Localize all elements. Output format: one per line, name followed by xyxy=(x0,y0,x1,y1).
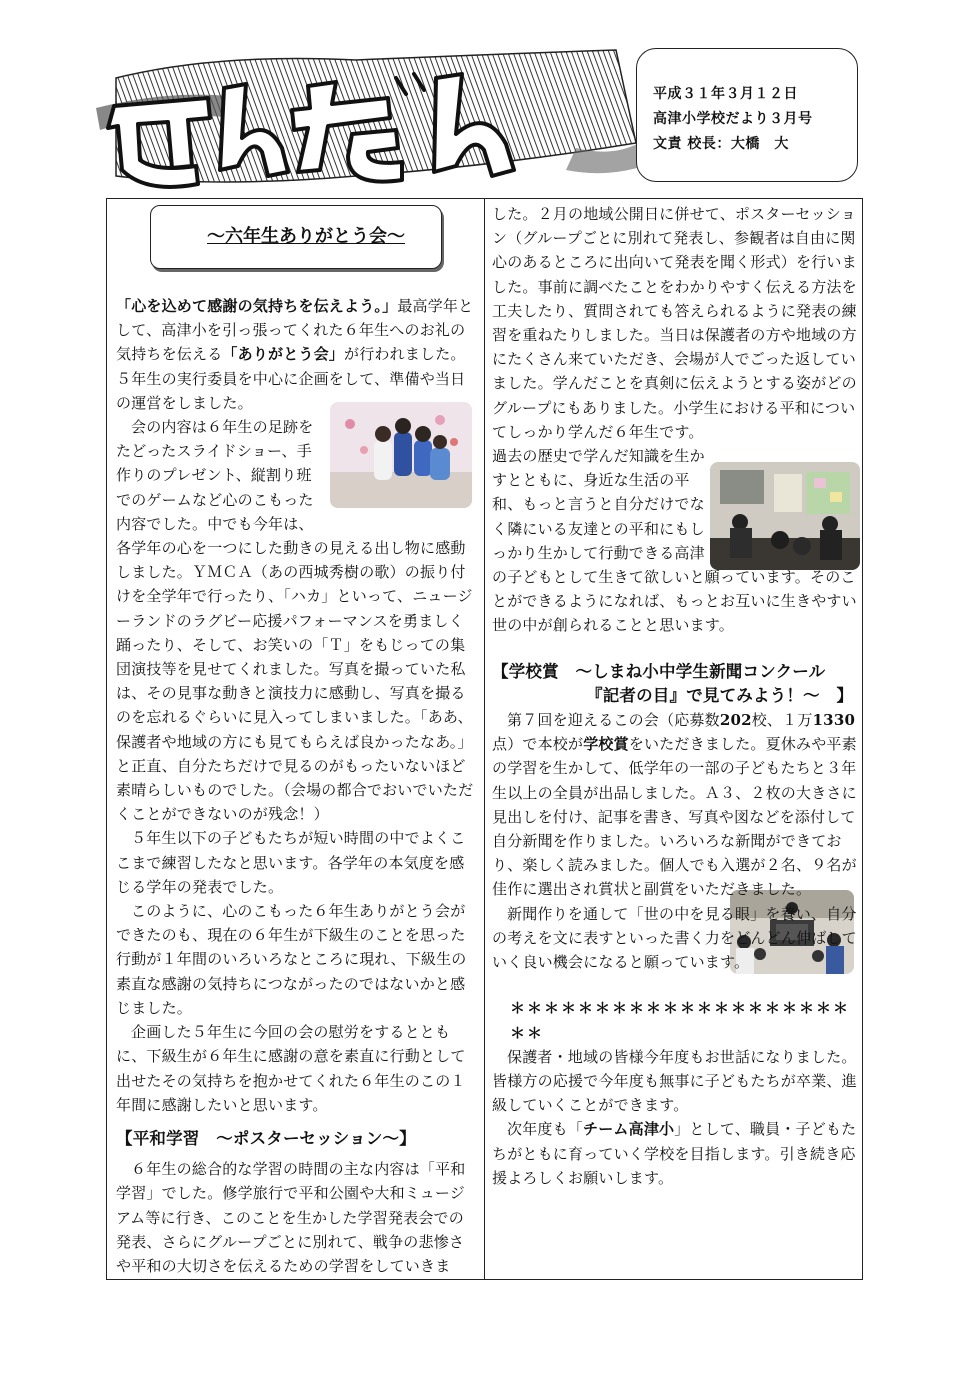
team-name: チーム高津小 xyxy=(583,1120,675,1139)
closing-text: 次年度も「 xyxy=(507,1120,584,1139)
article1-text: が行われました。５年生の実行委員を中心に企画をして、準備や当日の運営をしました。 xyxy=(116,345,466,412)
newsletter-name: 高津小学校だより３月号 xyxy=(653,111,813,127)
article1-paragraph-4: このように、心のこもった６年生ありがとう会ができたのも、現在の６年生が下級生のことを思った行動が１年間のいろいろなところに現れ、下級生の素直な感謝の気持ちにつながったのではないかと感じました。 xyxy=(116,902,467,1017)
article-title-box xyxy=(150,205,442,269)
article3-paragraph-2: 新聞作りを通して「世の中を見る眼」を養い、自分の考えを文に表すといった書く力をどんどん伸ばしていく良い機会になると願っています。 xyxy=(492,904,857,972)
article3-paragraph-1 xyxy=(492,708,858,902)
article1-paragraph-3: ５年生以下の子どもたちが短い時間の中でよくここまで練習したなと思います。各学年の本気度を感じる学年の発表でした。 xyxy=(116,829,466,896)
photo-float-spacer xyxy=(316,417,478,521)
closing-text: 」として、職員・子どもたちがともに育っていく学校を目指します。引き続き応援よろしくお願いします。 xyxy=(492,1120,857,1187)
issue-date: 平成３１年３月１２日 xyxy=(653,86,798,102)
article3-text: 点）で本校が xyxy=(492,735,584,754)
article-title: ～六年生ありがとう会～ xyxy=(207,226,405,247)
article3-text: 第７回を迎えるこの会（応募数 xyxy=(507,711,720,730)
photo-float-spacer xyxy=(708,462,858,562)
article3-text: 校、１万 xyxy=(751,711,813,730)
peace-study-heading: 【平和学習 ～ポスターセッション～】 xyxy=(116,1128,416,1148)
article1-paragraph-2: 会の内容は６年生の足跡をたどったスライドショー、手作りのプレゼント、縦割り班でのゲームなど心のこもった内容でした。中でも今年は、各学年の心を一つにした動きの見える出し物に感動しました。ＹＭＣＡ（あの西城秀樹の歌）の振り付けを全学年で行ったり、「ハカ」といって、ニュージーランドのラグビー応援パフォーマンスを勇ましく踊ったり、そして、お笑いの「Ｔ」をもじっての集団演技等を見せてくれました。写真を撮っていた私は、その見事な動きと演技力に感動し、写真を撮るのを忘れるぐらいに見入ってしまいました。「ああ、保護者や地域の方にも見てもらえば良かったなあ。」と正直、自分たちだけで見るのがもったいないほど素晴らしいものでした。（会場の都合でおいでいただくことができないのが残念！） xyxy=(116,418,474,824)
closing-paragraph-1: 保護者・地域の皆様今年度もお世話になりました。皆様方の応援で今年度も無事に子どもたちが卒業、進級していくことができます。 xyxy=(492,1047,857,1115)
award-heading-line-2: 『記者の目』で見てみよう！～ 】 xyxy=(586,685,854,705)
logo-illustration xyxy=(96,48,646,193)
issue-info-box xyxy=(636,48,858,182)
entry-count: 1330 xyxy=(812,711,856,730)
article2-paragraph-1: ６年生の総合的な学習の時間の主な内容は「平和学習」でした。修学旅行で平和公園や大和ミュージアム等に行き、このことを生かした学習発表会での発表、さらにグループごとに別れて、戦争の悲惨さや平和の大切さを伝えるための学習をしていきま xyxy=(116,1160,466,1275)
article2-paragraph-2: 過去の歴史で学んだ知識を生かすとともに、身近な生活の平和、もっと言うと自分だけでなく隣にいる友達との平和にもしっかり生かして行動できる高津の子どもとして生きて欲しいと願っています。そのことができるようになれば、もっとお互いに生きやすい世の中が創られることと思います。 xyxy=(492,447,857,635)
closing-paragraph-2 xyxy=(492,1117,858,1190)
article1-paragraph-1 xyxy=(116,294,478,415)
separator-stars: ＊＊＊＊＊＊＊＊＊＊＊＊＊＊＊＊＊＊＊＊＊＊ xyxy=(510,999,851,1042)
article1-paragraph-5: 企画した５年生に今回の会の慰労をするとともに、下級生が６年生に感謝の意を素直に行動として出せたその気持ちを抱かせてくれた６年生のこの１年間に感謝したいと思います。 xyxy=(116,1023,466,1114)
award-name: 学校賞 xyxy=(583,735,629,754)
article1-text: 最高学年として、高津小を引っ張ってくれた６年生へのお礼の気持ちを伝える xyxy=(116,297,474,364)
article3-text: をいただきました。夏休みや平素の学習を生かして、低学年の一部の子どもたちと３年生以上の全員が出品しました。Ａ３、２枚の大きさに見出しを付け、記事を書き、写真や図などを添付して自分新聞を作りました。いろいろな新聞ができており、楽しく読みました。個人でも入選が２名、９名が佳作に選出され賞状と副賞をいただきました。 xyxy=(492,735,857,899)
right-column xyxy=(492,202,858,1190)
entry-schools: 202 xyxy=(719,711,752,730)
column-divider xyxy=(484,198,485,1280)
author-line: 文責 校長：大橋 大 xyxy=(653,136,789,152)
event-name: 「ありがとう会」 xyxy=(222,345,345,364)
lead-quote: 「心を込めて感謝の気持ちを伝えよう。」 xyxy=(116,297,398,315)
award-heading-line-1: 【学校賞 ～しまね小中学生新聞コンクール xyxy=(492,661,826,681)
newsletter-logo-banner xyxy=(96,48,646,193)
article2-paragraph-1-continued: した。２月の地域公開日に併せて、ポスターセッション（グループごとに別れて発表し、参観者は自由に関心のあるところに出向いて発表を聞く形式）を行いました。事前に調べたことをわかりやすく伝える方法を工夫したり、質問されても答えられるように発表の練習を重ねたりしました。当日は保護者の方や地域の方にたくさん来ていただき、会場が人でごった返していました。学んだことを真剣に伝えようとする姿がどのグループにもありました。小学生における平和についてしっかり学んだ６年生です。 xyxy=(492,205,857,441)
left-column xyxy=(116,294,478,1278)
